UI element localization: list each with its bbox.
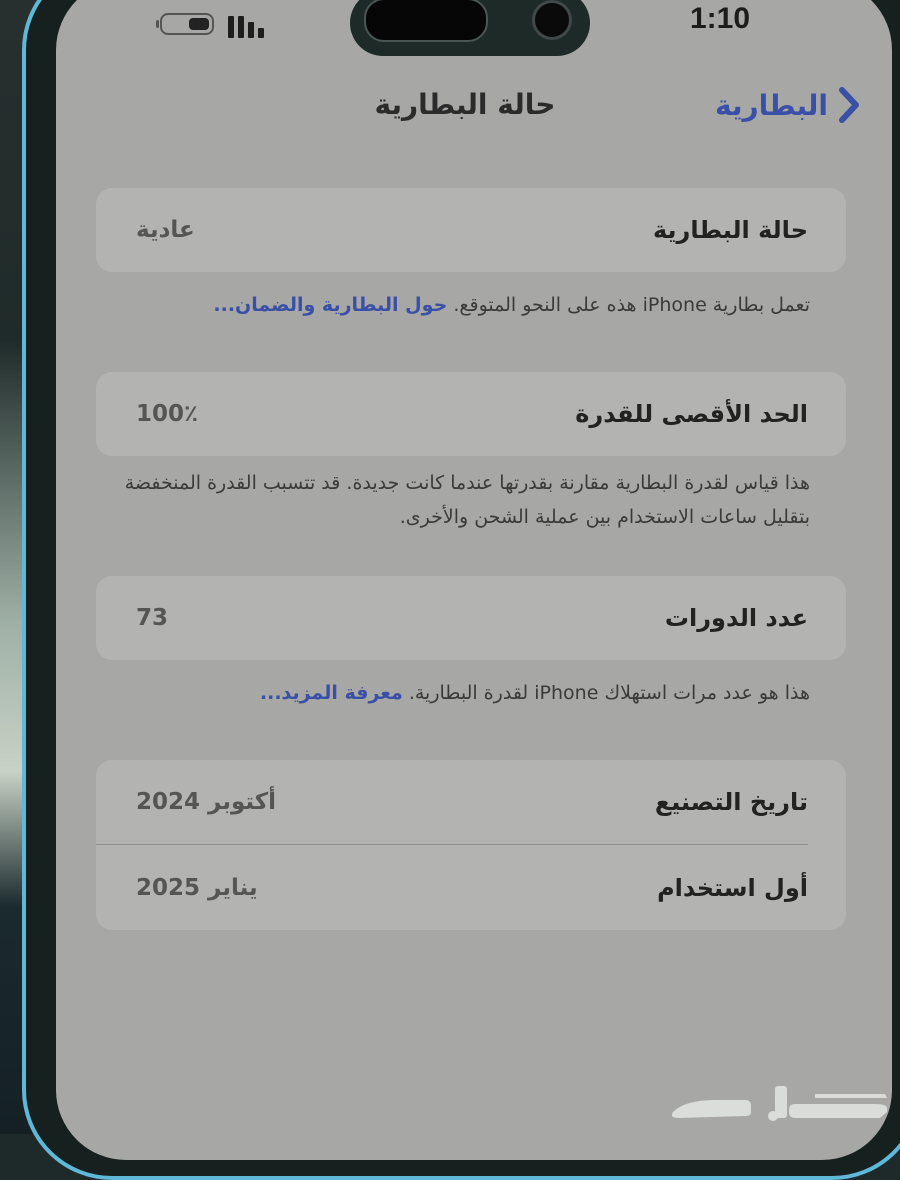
haraj-watermark <box>665 1082 895 1126</box>
dynamic-island <box>350 0 590 56</box>
first-use-row <box>96 845 846 930</box>
learn-more-link[interactable]: معرفة المزيد... <box>259 682 403 704</box>
battery-condition-note-text: تعمل بطارية iPhone هذه على النحو المتوقع. <box>453 294 810 316</box>
phone-screen <box>56 0 892 1160</box>
battery-condition-label: حالة البطارية <box>652 216 808 244</box>
maximum-capacity-note-text: هذا قياس لقدرة البطارية مقارنة بقدرتها عندما كانت جديدة. قد تتسبب القدرة المنخفضة بتقليل ساعات الاستخدام بين عملية الشحن والأخرى. <box>124 472 810 528</box>
cycle-count-value: 73 <box>136 605 169 631</box>
manufacture-date-label: تاريخ التصنيع <box>654 788 808 816</box>
status-time: 1:10 <box>690 2 751 35</box>
first-use-label: أول استخدام <box>657 873 808 902</box>
cycle-count-note <box>120 676 810 710</box>
maximum-capacity-card <box>96 372 846 456</box>
maximum-capacity-value: 100٪ <box>136 401 199 427</box>
haraj-logo-icon <box>665 1082 895 1126</box>
cycle-count-note-text: هذا هو عدد مرات استهلاك iPhone لقدرة البطارية. <box>408 682 810 704</box>
first-use-value: يناير 2025 <box>136 874 258 901</box>
page-title: حالة البطارية <box>374 88 556 121</box>
manufacture-date-value: أكتوبر 2024 <box>136 789 277 815</box>
maximum-capacity-note <box>120 466 810 534</box>
battery-icon <box>160 13 214 35</box>
manufacture-date-row <box>96 760 846 844</box>
front-camera-icon <box>532 0 572 40</box>
battery-condition-value: عادية <box>136 217 195 243</box>
cycle-count-label: عدد الدورات <box>664 604 808 632</box>
back-label: البطارية <box>715 88 828 122</box>
battery-dates-card <box>96 760 846 930</box>
maximum-capacity-label: الحد الأقصى للقدرة <box>575 400 808 428</box>
cellular-signal-icon <box>228 12 276 38</box>
battery-warranty-link[interactable]: حول البطارية والضمان... <box>213 294 448 316</box>
cycle-count-card <box>96 576 846 660</box>
battery-condition-card <box>96 188 846 272</box>
battery-condition-note <box>120 288 810 322</box>
